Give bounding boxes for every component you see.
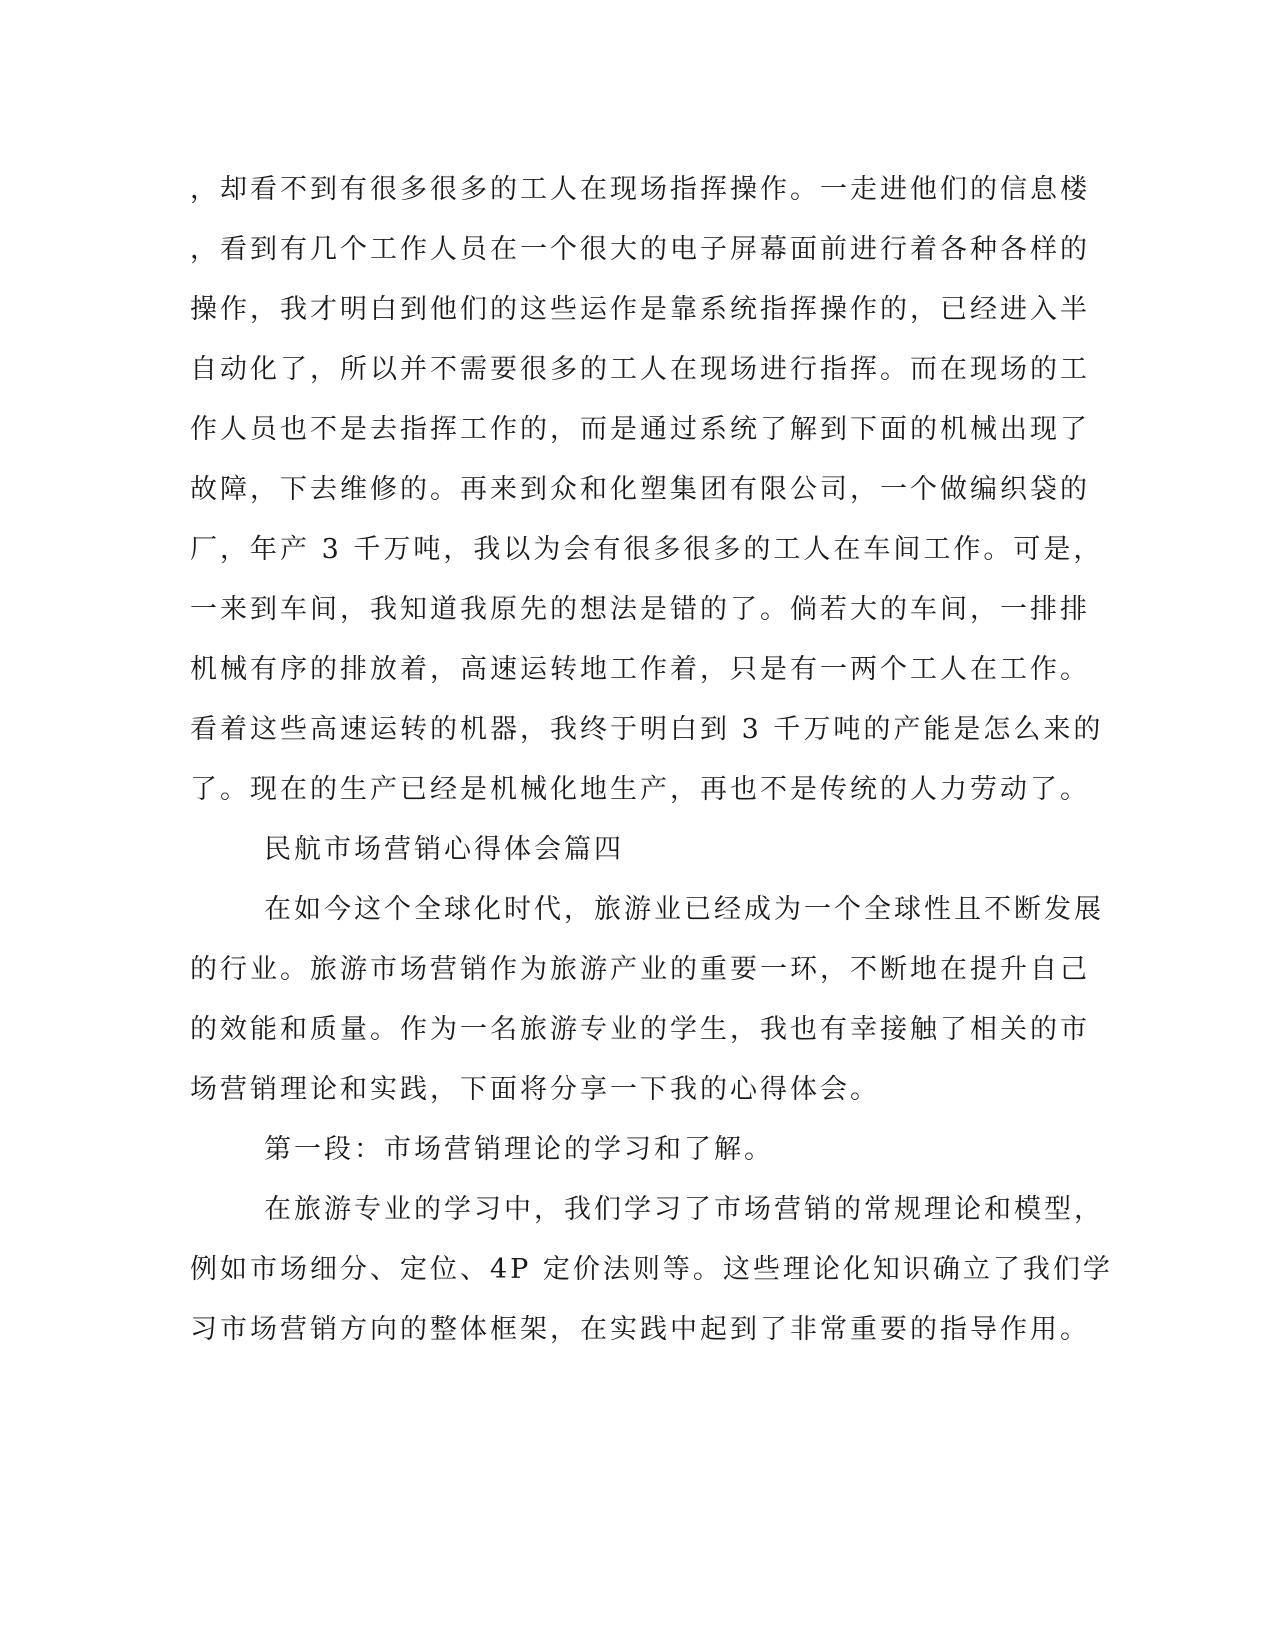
text-line: 例如市场细分、定位、4P 定价法则等。这些理论化知识确立了我们学 <box>190 1254 1113 1285</box>
text-line: 故障，下去维修的。再来到众和化塑集团有限公司，一个做编织袋的 <box>190 474 1090 505</box>
text-line: 操作，我才明白到他们的这些运作是靠系统指挥操作的，已经进入半 <box>190 294 1090 325</box>
text-line: ，看到有几个工作人员在一个很大的电子屏幕面前进行着各种各样的 <box>190 234 1090 265</box>
text-line: 的效能和质量。作为一名旅游专业的学生，我也有幸接触了相关的市 <box>190 1014 1090 1045</box>
text-line: 机械有序的排放着，高速运转地工作着，只是有一两个工人在工作。 <box>190 654 1090 685</box>
paragraph-start-line: 在如今这个全球化时代，旅游业已经成为一个全球性且不断发展 <box>264 894 1104 925</box>
text-line: 厂，年产 3 千万吨，我以为会有很多很多的工人在车间工作。可是， <box>190 534 1104 565</box>
paragraph-start-line: 在旅游专业的学习中，我们学习了市场营销的常规理论和模型， <box>264 1194 1104 1225</box>
text-line: 了。现在的生产已经是机械化地生产，再也不是传统的人力劳动了。 <box>190 774 1090 805</box>
text-line: 自动化了，所以并不需要很多的工人在现场进行指挥。而在现场的工 <box>190 354 1090 385</box>
text-line: 看着这些高速运转的机器，我终于明白到 3 千万吨的产能是怎么来的 <box>190 714 1104 745</box>
subsection-heading: 第一段：市场营销理论的学习和了解。 <box>264 1134 774 1165</box>
text-line: 场营销理论和实践，下面将分享一下我的心得体会。 <box>190 1074 880 1105</box>
document-body <box>190 160 1113 1360</box>
text-line: 作人员也不是去指挥工作的，而是通过系统了解到下面的机械出现了 <box>190 414 1090 445</box>
section-heading: 民航市场营销心得体会篇四 <box>264 834 624 865</box>
text-line: 一来到车间，我知道我原先的想法是错的了。倘若大的车间，一排排 <box>190 594 1090 625</box>
text-line: 的行业。旅游市场营销作为旅游产业的重要一环，不断地在提升自己 <box>190 954 1090 985</box>
text-line: 习市场营销方向的整体框架，在实践中起到了非常重要的指导作用。 <box>190 1314 1090 1345</box>
text-line: ，却看不到有很多很多的工人在现场指挥操作。一走进他们的信息楼 <box>190 174 1090 205</box>
